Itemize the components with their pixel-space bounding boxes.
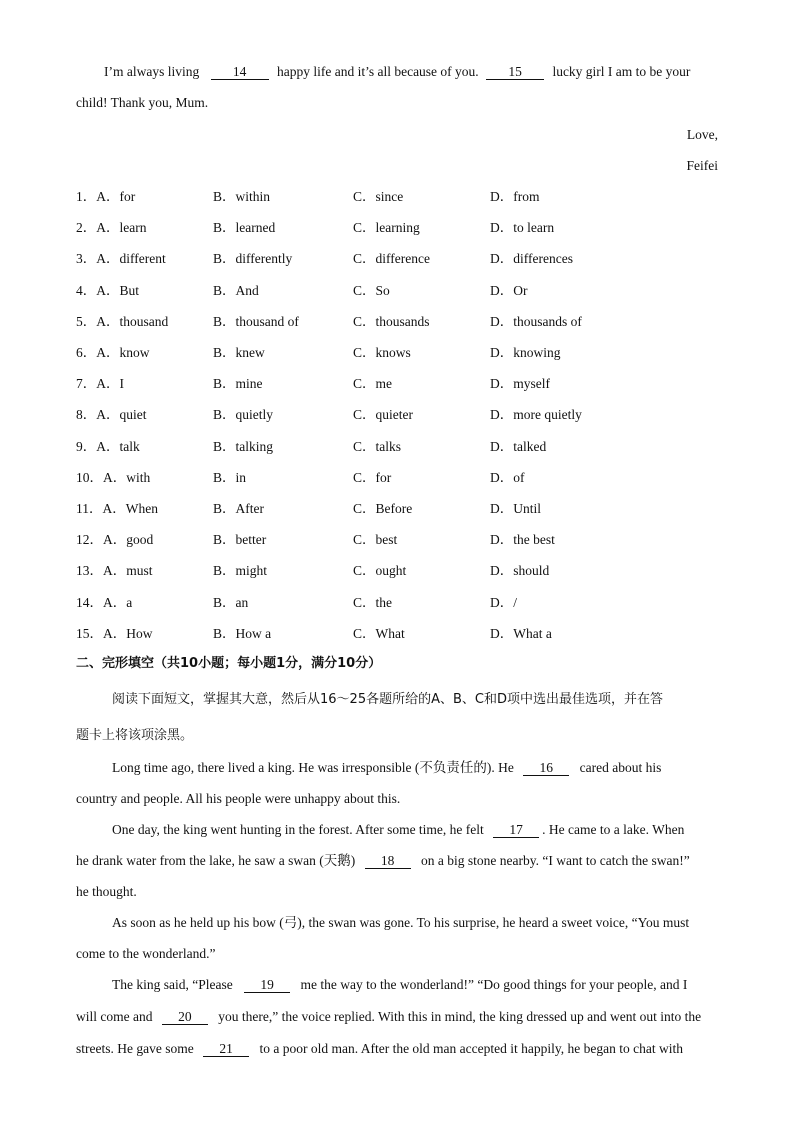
option-c: C．me <box>353 376 392 391</box>
option-c: C．Before <box>353 501 413 516</box>
option-row <box>76 281 636 301</box>
option-a: 13．A．must <box>76 563 153 578</box>
passage-line <box>76 1039 683 1059</box>
option-c: C．ought <box>353 563 407 578</box>
option-b: B．After <box>213 501 264 516</box>
passage-text: you there,” the voice replied. With this in mind, the king dressed up and went out into the <box>218 1009 702 1024</box>
passage-text: . He came to a lake. When <box>542 822 685 837</box>
option-d: D．talked <box>490 439 547 454</box>
passage-text: One day, the king went hunting in the forest. After some time, he felt <box>112 822 484 837</box>
passage-text: me the way to the wonderland!” “Do good things for your people, and I <box>300 977 688 992</box>
option-a: 14．A．a <box>76 595 133 610</box>
passage-line <box>112 820 684 840</box>
blank-15: 15 <box>486 64 544 80</box>
option-c: C．difference <box>353 251 430 266</box>
letter-text: I’m always living <box>104 64 200 79</box>
option-a: 10．A．with <box>76 470 151 485</box>
option-row <box>76 593 636 613</box>
passage-line: As soon as he held up his bow (弓), the swan was gone. To his surprise, he heard a sweet voice, “You must <box>112 915 690 930</box>
option-c: C．knows <box>353 345 411 360</box>
option-a: 12．A．good <box>76 532 154 547</box>
letter-text: happy life and it’s all because of you. <box>276 64 479 79</box>
option-c: C．learning <box>353 220 420 235</box>
section-heading: 二、完形填空（共10小题；每小题1分，满分10分） <box>76 656 382 671</box>
option-a: 3．A．different <box>76 251 166 266</box>
option-a: 11．A．When <box>76 501 158 516</box>
letter-line-1 <box>104 62 690 82</box>
option-a: 9．A．talk <box>76 439 140 454</box>
option-b: B．differently <box>213 251 293 266</box>
blank-17: 17 <box>493 822 539 838</box>
blank-20: 20 <box>162 1009 208 1025</box>
option-a: 7．A．I <box>76 376 124 391</box>
option-c: C．for <box>353 470 392 485</box>
passage-text: on a big stone nearby. “I want to catch the swan!” <box>421 853 690 868</box>
blank-14: 14 <box>211 64 269 80</box>
passage-text: streets. He gave some <box>76 1041 194 1056</box>
option-b: B．mine <box>213 376 263 391</box>
option-row <box>76 374 636 394</box>
option-b: B．in <box>213 470 247 485</box>
option-d: D．myself <box>490 376 550 391</box>
option-c: C．thousands <box>353 314 430 329</box>
blank-19: 19 <box>244 977 290 993</box>
option-row <box>76 312 636 332</box>
option-c: C．What <box>353 626 405 641</box>
letter-closing: Love, <box>686 127 718 142</box>
option-a: 15．A．How <box>76 626 153 641</box>
passage-line <box>76 1007 701 1027</box>
passage-text: he drank water from the lake, he saw a swan (天鹅) <box>76 853 356 868</box>
option-b: B．an <box>213 595 249 610</box>
option-b: B．might <box>213 563 268 578</box>
option-b: B．knew <box>213 345 265 360</box>
option-d: D．knowing <box>490 345 561 360</box>
passage-line: country and people. All his people were unhappy about this. <box>76 791 401 806</box>
option-c: C．the <box>353 595 392 610</box>
option-b: B．How a <box>213 626 272 641</box>
option-b: B．thousand of <box>213 314 299 329</box>
option-b: B．quietly <box>213 407 273 422</box>
option-row <box>76 561 636 581</box>
option-row <box>76 499 636 519</box>
option-c: C．since <box>353 189 404 204</box>
letter-line-2: child! Thank you, Mum. <box>76 95 209 110</box>
option-d: D．to learn <box>490 220 555 235</box>
blank-18: 18 <box>365 853 411 869</box>
option-d: D．differences <box>490 251 573 266</box>
option-row <box>76 187 636 207</box>
option-a: 8．A．quiet <box>76 407 147 422</box>
option-c: C．quieter <box>353 407 413 422</box>
option-a: 5．A．thousand <box>76 314 169 329</box>
passage-line <box>112 758 661 778</box>
option-a: 2．A．learn <box>76 220 147 235</box>
passage-line: he thought. <box>76 884 137 899</box>
option-a: 1．A．for <box>76 189 136 204</box>
option-d: D．/ <box>490 595 517 610</box>
option-b: B．talking <box>213 439 273 454</box>
option-row <box>76 530 636 550</box>
blank-21: 21 <box>203 1041 249 1057</box>
option-b: B．And <box>213 283 259 298</box>
option-c: C．talks <box>353 439 402 454</box>
passage-text: to a poor old man. After the old man accepted it happily, he began to chat with <box>259 1041 683 1056</box>
option-d: D．more quietly <box>490 407 582 422</box>
letter-text: lucky girl I am to be your <box>552 64 691 79</box>
option-d: D．the best <box>490 532 555 547</box>
option-b: B．learned <box>213 220 276 235</box>
instruction-line-2: 题卡上将该项涂黑。 <box>76 728 194 743</box>
passage-line <box>112 975 687 995</box>
option-d: D．Until <box>490 501 542 516</box>
option-c: C．best <box>353 532 398 547</box>
option-d: D．What a <box>490 626 552 641</box>
passage-line <box>76 851 690 871</box>
option-row <box>76 249 636 269</box>
option-d: D．Or <box>490 283 528 298</box>
blank-16: 16 <box>523 760 569 776</box>
option-row <box>76 624 636 644</box>
option-b: B．within <box>213 189 271 204</box>
option-c: C．So <box>353 283 390 298</box>
letter-signature: Feifei <box>686 158 718 173</box>
option-d: D．from <box>490 189 540 204</box>
option-row <box>76 218 636 238</box>
passage-text: Long time ago, there lived a king. He was irresponsible (不负责任的). He <box>112 760 514 775</box>
option-d: D．should <box>490 563 550 578</box>
instruction-line-1: 阅读下面短文，掌握其大意，然后从16～25各题所给的A、B、C和D项中选出最佳选项，并在答 <box>112 692 663 707</box>
passage-text: The king said, “Please <box>112 977 233 992</box>
option-row <box>76 468 636 488</box>
option-d: D．of <box>490 470 525 485</box>
passage-text: cared about his <box>579 760 662 775</box>
option-a: 4．A．But <box>76 283 140 298</box>
option-d: D．thousands of <box>490 314 582 329</box>
option-row <box>76 437 636 457</box>
option-b: B．better <box>213 532 267 547</box>
passage-line: come to the wonderland.” <box>76 946 216 961</box>
passage-text: will come and <box>76 1009 153 1024</box>
option-a: 6．A．know <box>76 345 150 360</box>
option-row <box>76 343 636 363</box>
option-row <box>76 405 636 425</box>
